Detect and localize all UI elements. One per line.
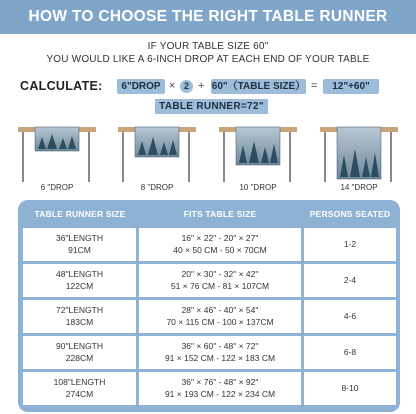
runner-length-cm: 122CM xyxy=(65,281,94,291)
header-persons: PERSONS SEATED xyxy=(309,209,391,219)
drop-label-14: 14 "DROP xyxy=(340,183,378,192)
runner-length-cm: 228CM xyxy=(65,353,94,363)
factor-circle: 2 xyxy=(180,80,193,93)
fit-size-inches: 20" × 30" - 32" × 42" xyxy=(181,269,259,279)
drop-label-6: 6 "DROP xyxy=(40,183,74,192)
result-pill: TABLE RUNNER=72" xyxy=(155,99,268,114)
sum-pill: 12"+60" xyxy=(323,79,379,94)
fit-size-inches: 16" × 22" - 20" × 27" xyxy=(181,233,259,243)
runner-length: 48"LENGTH xyxy=(56,269,103,279)
plus-sign: + xyxy=(198,80,205,92)
runner-length: 36"LENGTH xyxy=(56,233,103,243)
drop-label-10: 10 "DROP xyxy=(239,183,277,192)
fit-size-inches: 36" × 76" - 48" × 92" xyxy=(181,377,259,387)
table-6-drop xyxy=(18,127,96,182)
runner-length-cm: 274CM xyxy=(65,389,94,399)
persons-seated: 8-10 xyxy=(341,383,359,393)
persons-seated: 2-4 xyxy=(343,275,357,285)
persons-seated: 6-8 xyxy=(343,347,357,357)
table-size-pill: 60"（TABLE SIZE） xyxy=(211,81,306,92)
persons-seated: 4-6 xyxy=(343,311,357,321)
times-sign: × xyxy=(169,80,176,92)
table-8-drop xyxy=(118,127,196,182)
table-10-drop xyxy=(219,127,297,182)
header-fits-table: FITS TABLE SIZE xyxy=(183,209,257,219)
intro-table-size: IF YOUR TABLE SIZE 60" xyxy=(147,41,269,52)
table-leg xyxy=(122,132,124,182)
table-leg xyxy=(324,132,326,182)
table-leg xyxy=(390,132,392,182)
fit-size-cm: 91 × 193 CM - 122 × 234 CM xyxy=(164,389,276,399)
equals-sign: = xyxy=(311,80,318,92)
runner-length-cm: 183CM xyxy=(65,317,94,327)
runner-length-cm: 91CM xyxy=(68,245,91,255)
fit-size-inches: 28" × 46" - 40" × 54" xyxy=(181,305,259,315)
drop-label-8: 8 "DROP xyxy=(140,183,174,192)
table-14-drop xyxy=(320,127,398,182)
table-drop-illustration xyxy=(0,120,416,184)
runner-length: 108"LENGTH xyxy=(53,377,106,387)
table-leg xyxy=(88,132,90,182)
fit-size-cm: 91 × 152 CM - 122 × 183 CM xyxy=(164,353,276,363)
table-leg xyxy=(223,132,225,182)
runner-length: 72"LENGTH xyxy=(56,305,103,315)
table-leg xyxy=(22,132,24,182)
table-leg xyxy=(289,132,291,182)
calculate-label: CALCULATE: xyxy=(20,79,103,93)
header-runner-size: TABLE RUNNER SIZE xyxy=(34,209,126,219)
fit-size-cm: 51 × 76 CM - 81 × 107CM xyxy=(170,281,270,291)
drop-pill: 6"DROP xyxy=(117,79,165,94)
fit-size-cm: 40 × 50 CM - 50 × 70CM xyxy=(173,245,267,255)
fit-size-cm: 70 × 115 CM - 100 × 137CM xyxy=(166,317,274,327)
intro-drop-note: YOU WOULD LIKE A 6-INCH DROP AT EACH END OF YOUR TABLE xyxy=(46,54,370,65)
table-leg xyxy=(188,132,190,182)
page-title-banner: HOW TO CHOOSE THE RIGHT TABLE RUNNER xyxy=(0,0,416,34)
persons-seated: 1-2 xyxy=(343,239,357,249)
fit-size-inches: 36" × 60" - 48" × 72" xyxy=(181,341,259,351)
runner-length: 90"LENGTH xyxy=(56,341,103,351)
